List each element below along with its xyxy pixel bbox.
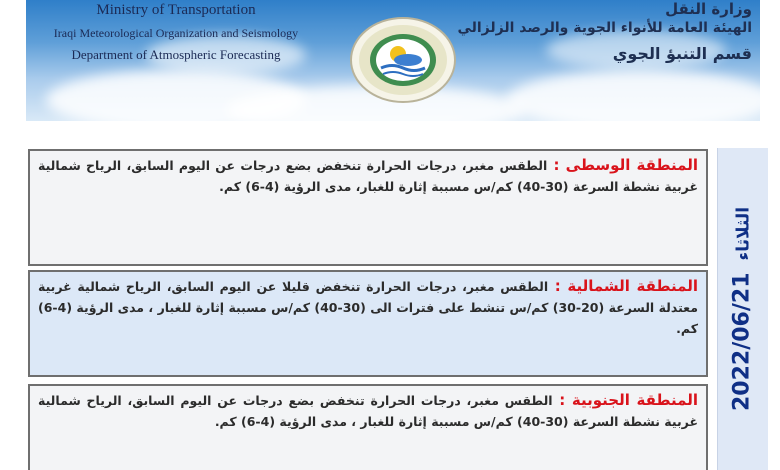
region-title: المنطقة الجنوبية xyxy=(571,391,698,409)
region-panel-north xyxy=(28,270,708,377)
region-forecast-text: الطقس مغبر، درجات الحرارة تنخفض بضع درجات عن اليوم السابق، الرياح شمالية غربية نشطة السرعة (30-40) كم/س مسببة إثارة للغبار، مدى الرؤية (4-6) كم. xyxy=(38,158,698,194)
region-title: المنطقة الوسطى xyxy=(565,156,698,174)
organization-name-en: Iraqi Meteorological Organization and Seismology xyxy=(53,26,299,40)
region-forecast-text: الطقس مغبر، درجات الحرارة تنخفض قليلا عن اليوم السابق، الرياح شمالية غربية معتدلة السرعة (20-30) كم/س تنشط على فترات الى (30-40) كم/س مسببة إثارة للغبار ، مدى الرؤية (4-6) كم. xyxy=(38,279,698,336)
department-name-en: Department of Atmospheric Forecasting xyxy=(71,47,281,62)
region-panel-central xyxy=(28,149,708,266)
forecast-date: 2022/06/21 xyxy=(729,272,755,412)
ministry-name-en: Ministry of Transportation xyxy=(96,2,256,18)
region-panel-south xyxy=(28,384,708,470)
cloud xyxy=(506,70,760,121)
organization-name-ar: الهيئة العامة للأنواء الجوية والرصد الزلزالي xyxy=(457,20,752,36)
ministry-name-ar: وزارة النقل xyxy=(665,0,752,18)
region-title: المنطقة الشمالية xyxy=(567,277,698,295)
forecast-day: الثلاثاء xyxy=(733,206,754,261)
region-forecast-text: الطقس مغبر، درجات الحرارة تنخفض بضع درجات عن اليوم السابق، الرياح شمالية غربية نشطة السرعة (30-40) كم/س مسببة إثارة للغبار ، مدى الرؤية (4-6) كم. xyxy=(38,393,698,429)
department-name-ar: قسم التنبؤ الجوي xyxy=(612,44,752,63)
date-label xyxy=(730,207,755,411)
header-banner xyxy=(26,0,760,121)
region-separator: : xyxy=(548,277,568,295)
region-separator: : xyxy=(552,391,572,409)
organization-logo-icon xyxy=(348,16,458,104)
region-separator: : xyxy=(547,156,566,174)
